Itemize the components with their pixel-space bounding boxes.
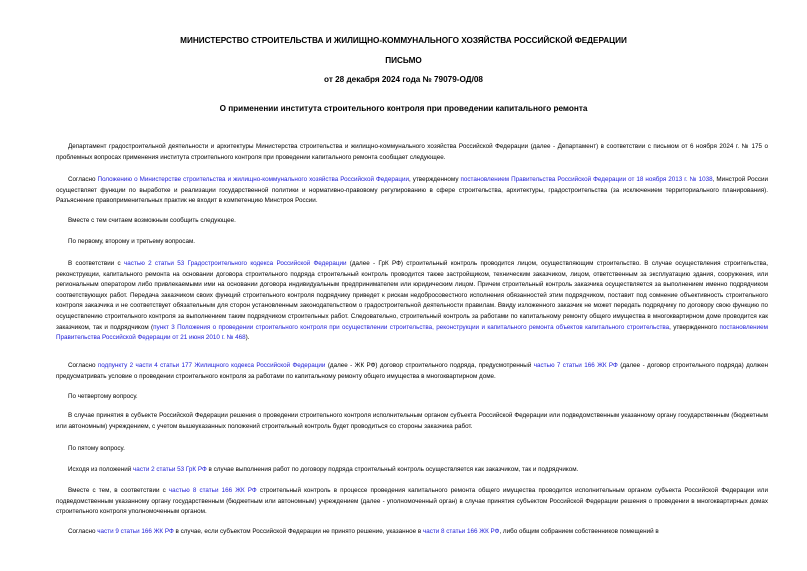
text: Вместе с тем, в соответствии с	[68, 487, 169, 494]
text: ).	[245, 334, 250, 342]
text: в случае выполнения работ по договору подряда строительный контроль осуществляется как заказчиком, так и подрядчиком.	[206, 466, 579, 473]
paragraph-3: Вместе с тем считаем возможным сообщить следующее.	[68, 217, 236, 224]
paragraph-1: Департамент градостроительной деятельности и архитектуры Министерства строительства и жилищно-коммунального хозяйства Российской Федерации (далее - Департамент) в соответствии с письмом от 6 ноября 2024 г. № 175 о проблемных вопросах применения института строительного контроля при проведении капитального ремонта сообщает следующее.	[56, 143, 768, 161]
text: (далее - ГрК РФ) строительный контроль проводится лицом, осуществляющим строительство. В случае осуществления строительства, реконструкции, капитального ремонта на основании договора строительного подряда строительный контроль проводится также застройщиком, техническим заказчиком, лицом, ответственным за эксплуатацию здания, сооружения, или региональным оператором либо привлекаемыми ими на основании договора индивидуальным предпринимателем или юридическим лицом. Причем строительный контроль заказчика осуществляется за выполнением именно подрядчиком соответствующих работ. Передача заказчиком своих функций строительного контроля подрядчику приведет к рискам недобросовестного исполнения обязанностей этим подрядчиком, поставит под сомнение объективность строительного контроля заказчика и не соответствует обязательным для сторон установленным законодательством о градостроительной деятельности правилам. Ввиду изложенного заказчик не может передать подрядчику по договору свою функцию по осуществлению строительного контроля за выполнением таким подрядчиком строительных работ. Следовательно, строительный контроль за работами по капитальному ремонту общего имущества в многоквартирном доме проводится как заказчиком, так и подрядчиком (	[56, 260, 769, 331]
link-zhk-166-8[interactable]: частью 8 статьи 166 ЖК РФ	[168, 487, 257, 494]
text: Исходя из положений	[68, 466, 134, 473]
link-regulation-minstroy[interactable]: Положению о Министерстве строительства и жилищно-коммунального хозяйства Российской Федерации	[97, 176, 409, 183]
paragraph-4: По первому, второму и третьему вопросам.	[68, 238, 196, 245]
link-zhk-166-9[interactable]: части 9 статьи 166 ЖК РФ	[97, 528, 174, 535]
link-government-decree-1038[interactable]: постановлением Правительства Российской Федерации от 18 ноября 2013 г. № 1038	[460, 176, 713, 183]
link-zhk-166-7[interactable]: частью 7 статьи 166 ЖК РФ	[533, 362, 618, 369]
link-government-decree-468[interactable]: постановлением Правительства Российской Федерации от 21 июня 2010 г. № 468	[56, 323, 768, 342]
text: Согласно	[68, 362, 98, 369]
text: , утвержденного	[669, 323, 720, 331]
link-zhk-177-4-2[interactable]: подпункту 2 части 4 статьи 177 Жилищного кодекса Российской Федерации	[97, 362, 326, 369]
paragraph-8: В случае принятия в субъекте Российской Федерации решения о проведении строительного контроля исполнительным органом субъекта Российской Федерации или подведомственным указанному органу государственным (бюджетным или автономным) учреждением, с учетом вышеуказанных положений строительный контроль будет проводиться со стороны заказчика работ.	[56, 412, 768, 430]
text: В соответствии с	[68, 260, 125, 267]
link-regulation-construction-control[interactable]: пункт 3 Положения о проведении строительного контроля при осуществлении строительства, реконструкции и капитального ремонта объектов капитального строительства	[153, 323, 670, 331]
paragraph-10	[56, 465, 768, 476]
document-subject: О применении института строительного контроля при проведении капитального ремонта	[219, 104, 588, 113]
text: , утвержденному	[409, 176, 461, 183]
paragraph-6	[56, 361, 768, 382]
paragraph-5	[56, 259, 768, 344]
paragraph-7: По четвертому вопросу.	[68, 393, 138, 400]
text: Согласно	[68, 176, 98, 183]
text: , либо общим собранием собственников помещений в	[499, 528, 659, 535]
text: строительный контроль в процессе проведения капитального ремонта общего имущества проводится исполнительным органом субъекта Российской Федерации или подведомственным указанному органу государственным (бюджетным или автономным) учреждением (далее - уполномоченный орган) в случае принятия субъектом Российской Федерации решения о проведении в многоквартирных домах строительного контроля уполномоченным органом.	[56, 487, 768, 516]
text: Согласно	[68, 528, 98, 535]
link-zhk-166-8-second[interactable]: части 8 статьи 166 ЖК РФ	[422, 528, 500, 535]
paragraph-11	[56, 486, 768, 518]
paragraph-12	[56, 527, 768, 541]
text: (далее - договор строительного подряда) должен предусматривать условие о проведении строительного контроля за работами по капитальному ремонту общего имущества в многоквартирном доме.	[56, 362, 768, 380]
link-grk-53-2-short[interactable]: части 2 статьи 53 ГрК РФ	[133, 466, 207, 473]
link-grk-53-2[interactable]: частью 2 статьи 53 Градостроительного кодекса Российской Федерации	[124, 260, 347, 267]
text: (далее - ЖК РФ) договор строительного подряда, предусмотренный	[325, 362, 534, 369]
document-date-number: от 28 декабря 2024 года № 79079-ОД/08	[324, 75, 483, 84]
ministry-title: МИНИСТЕРСТВО СТРОИТЕЛЬСТВА И ЖИЛИЩНО-КОММУНАЛЬНОГО ХОЗЯЙСТВА РОССИЙСКОЙ ФЕДЕРАЦИИ	[180, 36, 627, 45]
paragraph-9: По пятому вопросу.	[68, 445, 125, 452]
text: , Минстрой России осуществляет функции по выработке и реализации государственной политики и нормативно-правовому регулированию в сфере строительства, архитектуры, градостроительства (за исключением территориального планирования). Разъяснение правоприменительных практик не входит в компетенцию Минстроя России.	[56, 176, 768, 205]
document-type: ПИСЬМО	[385, 56, 422, 65]
text: в случае, если субъектом Российской Федерации не принято решение, указанное в	[173, 528, 423, 535]
paragraph-2	[56, 175, 768, 207]
